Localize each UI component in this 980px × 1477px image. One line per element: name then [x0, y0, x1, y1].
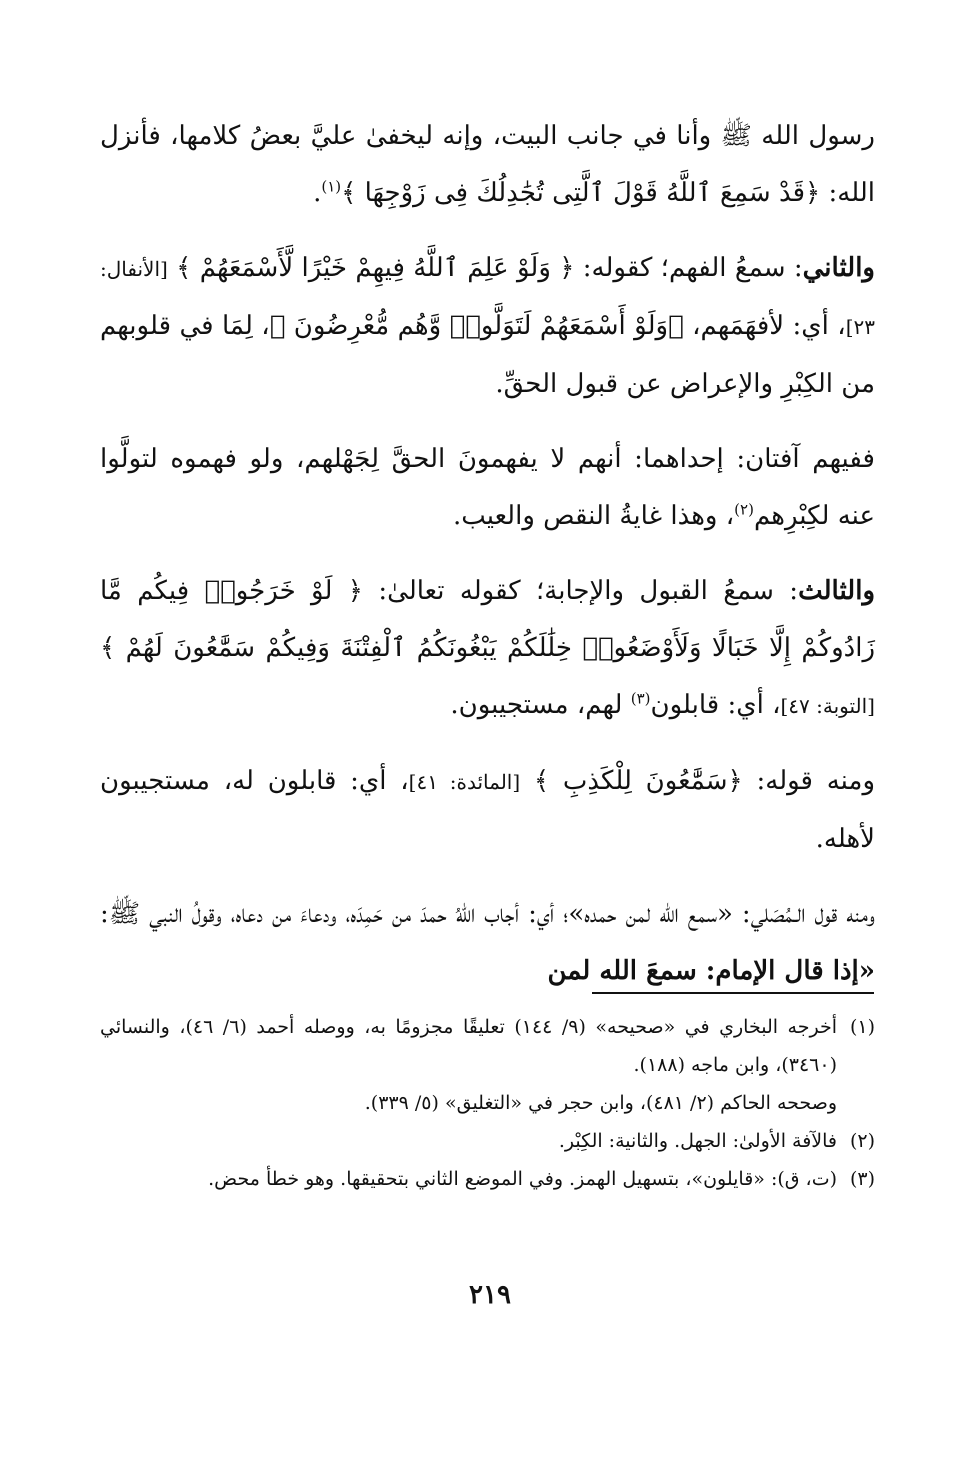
paragraph-3: ففيهم آفتان: إحداهما: أنهم لا يفهمونَ الحقَّ لِجَهْلهم، ولو فهموه لتولَّوا عنه لكِبْرِهم$^{(٢)}$، وهذا غايةُ النقص والعيب. [100, 444, 875, 531]
main-text [100, 108, 875, 1018]
paragraph-1: رسول الله ﷺ وأنا في جانب البيت، وإنه ليخفىٰ عليَّ بعضُ كلامها، فأنزل الله: ﴿قَدْ سَمِعَ ٱللَّهُ قَوْلَ ٱلَّتِى تُجَٰدِلُكَ فِى زَوْجِهَا ﴾$^{(١)}$. [100, 121, 875, 208]
footnote-number: (٢) [849, 1130, 875, 1152]
footnote-text: أخرجه البخاري في «صحيحه» (٩/ ١٤٤) تعليقًا مجزومًا به، ووصله أحمد (٦/ ٤٦)، والنسائي (٣٤٦٠)، وابن ماجه (١٨٨). [100, 1016, 837, 1076]
footnote-2 [100, 1122, 875, 1160]
page-number: ٢١٩ [469, 1280, 511, 1310]
footnote-text: (ت، ق): «قايلون»، بتسهيل الهمز. وفي الموضع الثاني بتحقيقها. وهو خطأ محض. [208, 1168, 837, 1190]
footnote-ref-1[interactable]: (١) [321, 177, 342, 196]
footnote-1-continuation: وصححه الحاكم (٢/ ٤٨١)، وابن حجر في «التغليق» (٥/ ٣٣٩). [364, 1092, 837, 1114]
verse-reference: [التوبة: ٤٧] [780, 694, 875, 718]
footnotes [100, 1008, 875, 1198]
footnote-number: (١) [849, 1016, 875, 1038]
footnote-divider [592, 992, 874, 994]
paragraph-2: والثاني: سمعُ الفهم؛ كقوله: ﴿ وَلَوْ عَلِمَ ٱللَّهُ فِيهِمْ خَيْرًا لَّأَسْمَعَهُمْ ﴾ [الأنفال: ٢٣]، أي: لأفهَمَهم، ﴿وَلَوْ أَسْمَعَهُمْ لَتَوَلَّوا۟ وَّهُم مُّعْرِضُونَ ﴾، لِمَا في قلوبهم من الكِبْرِ والإعراض عن قبول الحقِّ. [100, 253, 875, 399]
paragraph-lead: والثالث [798, 576, 875, 606]
footnote-1 [100, 1008, 875, 1084]
verse-reference: [المائدة: ٤١] [408, 770, 521, 794]
paragraph-5: ومنه قوله: ﴿سَمَّٰعُونَ لِلْكَذِبِ ﴾ [المائدة: ٤١]، أي: قابلون له، مستجيبون لأهله. [100, 766, 875, 854]
paragraph-4: والثالث: سمعُ القبول والإجابة؛ كقوله تعالىٰ: ﴿ لَوْ خَرَجُوا۟ فِيكُم مَّا زَادُوكُمْ إِلَّا خَبَالًا وَلَأَوْضَعُوا۟ خِلَٰلَكُمْ يَبْغُونَكُمُ ٱلْفِتْنَةَ وَفِيكُمْ سَمَّٰعُونَ لَهُمْ ﴾ [التوبة: ٤٧]، أي: قابلون$^{(٣)}$ لهم، مستجيبون. [100, 576, 875, 720]
footnote-text: فالآفة الأولىٰ: الجهل. والثانية: الكِبْر. [558, 1130, 837, 1152]
footnote-ref-2[interactable]: (٢) [734, 500, 754, 519]
footnote-ref-3[interactable]: (٣) [630, 689, 651, 708]
footnote-number: (٣) [849, 1168, 875, 1190]
footnote-3 [100, 1160, 875, 1198]
verse-reference: [الأنفال: ٢٣] [100, 257, 875, 339]
paragraph-lead: والثاني [802, 253, 875, 283]
paragraph-6: ومنه قول الـمُصَلي: «سمع الله لمن حمده»؛ أي: أجاب اللهُ حمدَ من حَمِدَه، ودعاءَ من دعاه، وقولُ النبي ﷺ: «إذا قال الإمام: سمعَ الله لمن [100, 899, 875, 986]
hadith-quote: «إذا قال الإمام: سمعَ الله لمن [547, 956, 875, 986]
